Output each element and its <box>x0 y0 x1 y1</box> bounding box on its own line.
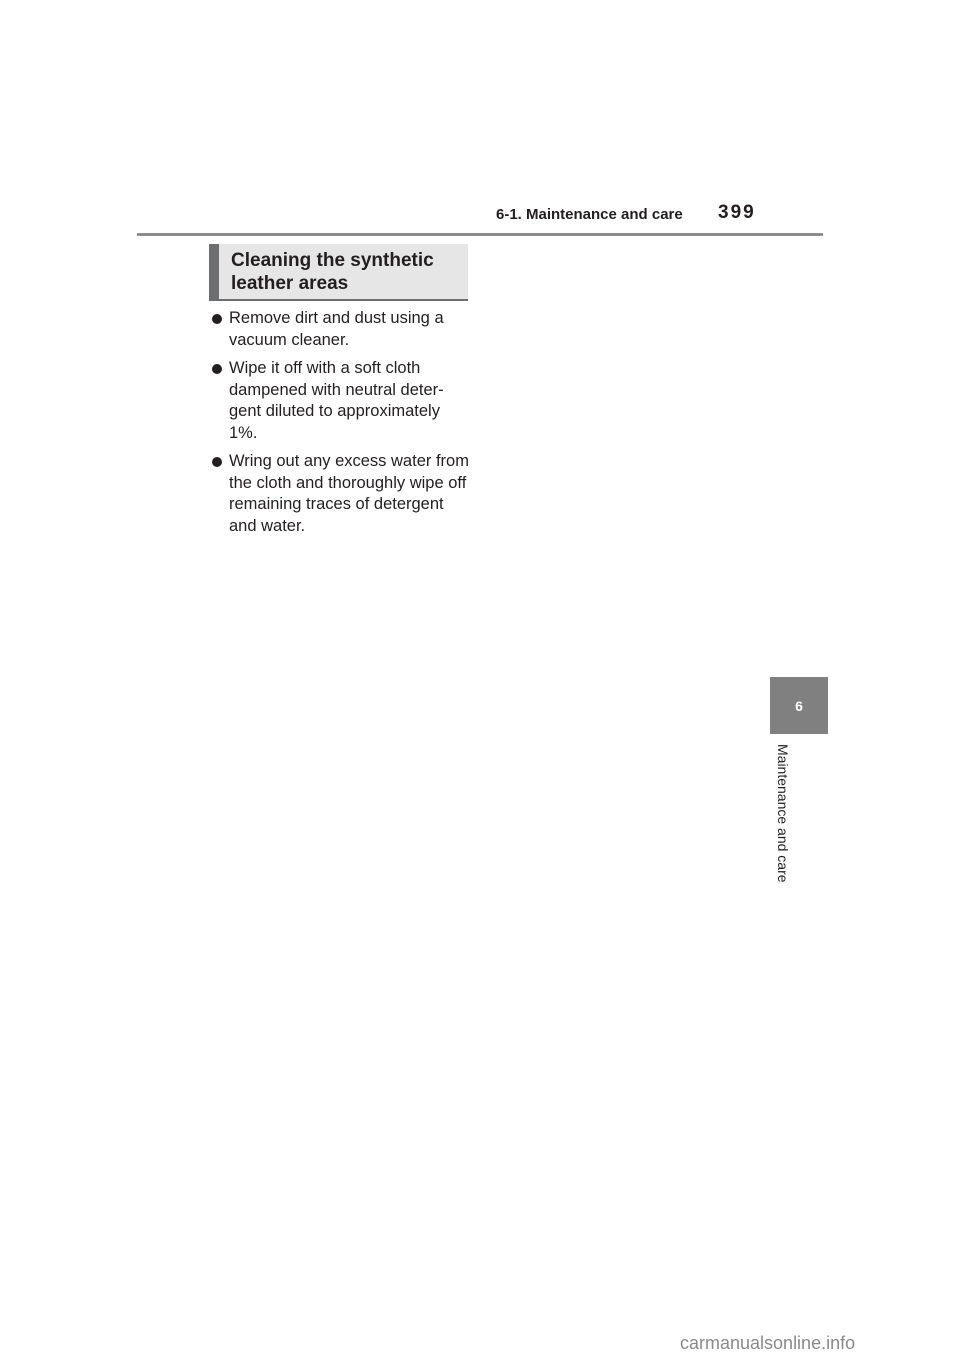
bullet-icon <box>212 364 222 374</box>
section-heading-box <box>209 244 468 301</box>
header-section-title: 6-1. Maintenance and care <box>496 206 683 223</box>
bullet-icon <box>212 314 222 324</box>
watermark: carmanualsonline.info <box>680 1333 856 1353</box>
bullet-text: Remove dirt and dust using a vacuum cleaner. <box>229 309 444 349</box>
header-rule <box>137 233 823 236</box>
list-item <box>210 308 470 351</box>
bullet-text: Wipe it off with a soft cloth dampened with neutral deter-gent diluted to approximately 1%. <box>229 359 444 442</box>
page-number: 399 <box>718 202 756 223</box>
bullet-list <box>210 308 470 544</box>
bullet-text: Wring out any excess water from the cloth and thoroughly wipe off remaining traces of detergent and water. <box>229 452 469 535</box>
list-item <box>210 358 470 444</box>
list-item <box>210 451 470 537</box>
chapter-label: Maintenance and care <box>775 744 791 883</box>
bullet-icon <box>212 457 222 467</box>
chapter-number: 6 <box>795 697 803 714</box>
chapter-tab <box>770 677 828 734</box>
section-title: Cleaning the synthetic leather areas <box>231 250 434 294</box>
